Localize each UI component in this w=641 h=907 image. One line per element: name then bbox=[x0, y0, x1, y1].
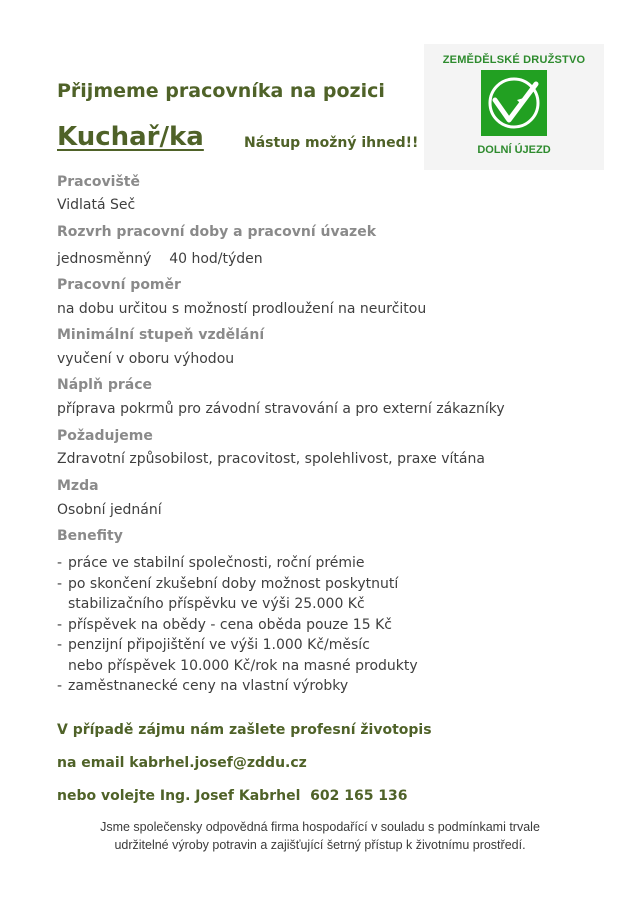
job-title: Kuchař/ka bbox=[57, 122, 204, 152]
schedule-value: jednosměnný 40 hod/týden bbox=[57, 251, 263, 267]
benefits-label: Benefity bbox=[57, 528, 123, 544]
education-label: Minimální stupeň vzdělání bbox=[57, 327, 265, 343]
requirements-label: Požadujeme bbox=[57, 428, 153, 444]
schedule-label: Rozvrh pracovní doby a pracovní úvazek bbox=[57, 224, 377, 240]
start-note: Nástup možný ihned!! bbox=[244, 135, 419, 151]
benefit-item: - zaměstnanecké ceny na vlastní výrobky bbox=[57, 676, 418, 697]
footer-line: Jsme společensky odpovědná firma hospodařící v souladu s podmínkami trvale bbox=[100, 820, 540, 834]
contact-email[interactable]: na email kabrhel.josef@zddu.cz bbox=[57, 755, 307, 771]
salary-value: Osobní jednání bbox=[57, 502, 162, 518]
employment-value: na dobu určitou s možností prodloužení na neurčitou bbox=[57, 301, 427, 317]
bird-checkmark-icon bbox=[481, 70, 547, 136]
benefits-list bbox=[57, 553, 418, 697]
footer-note bbox=[40, 818, 600, 854]
footer-line: udržitelné výroby potravin a zajišťující šetrný přístup k životnímu prostředí. bbox=[114, 838, 526, 852]
benefit-item: - penzijní připojištění ve výši 1.000 Kč/měsíc nebo příspěvek 10.000 Kč/rok na masné produkty bbox=[57, 635, 418, 676]
logo-bottom-text: DOLNÍ ÚJEZD bbox=[477, 144, 551, 156]
page-subtitle: Přijmeme pracovníka na pozici bbox=[57, 80, 385, 102]
salary-label: Mzda bbox=[57, 478, 99, 494]
employment-label: Pracovní poměr bbox=[57, 277, 181, 293]
logo-top-text: ZEMĚDĚLSKÉ DRUŽSTVO bbox=[442, 54, 586, 66]
benefit-item: - práce ve stabilní společnosti, roční prémie bbox=[57, 553, 418, 574]
education-value: vyučení v oboru výhodou bbox=[57, 351, 235, 367]
duties-label: Náplň práce bbox=[57, 377, 152, 393]
contact-phone[interactable]: nebo volejte Ing. Josef Kabrhel 602 165 136 bbox=[57, 788, 408, 804]
requirements-value: Zdravotní způsobilost, pracovitost, spolehlivost, praxe vítána bbox=[57, 451, 485, 467]
benefit-item: - příspěvek na obědy - cena oběda pouze 15 Kč bbox=[57, 615, 418, 636]
benefit-item: - po skončení zkušební doby možnost poskytnutí stabilizačního příspěvku ve výši 25.000 Kč bbox=[57, 574, 418, 615]
company-logo bbox=[424, 44, 604, 170]
workplace-value: Vidlatá Seč bbox=[57, 197, 136, 213]
duties-value: příprava pokrmů pro závodní stravování a pro externí zákazníky bbox=[57, 401, 505, 417]
contact-intro: V případě zájmu nám zašlete profesní životopis bbox=[57, 722, 432, 738]
workplace-label: Pracoviště bbox=[57, 174, 140, 190]
